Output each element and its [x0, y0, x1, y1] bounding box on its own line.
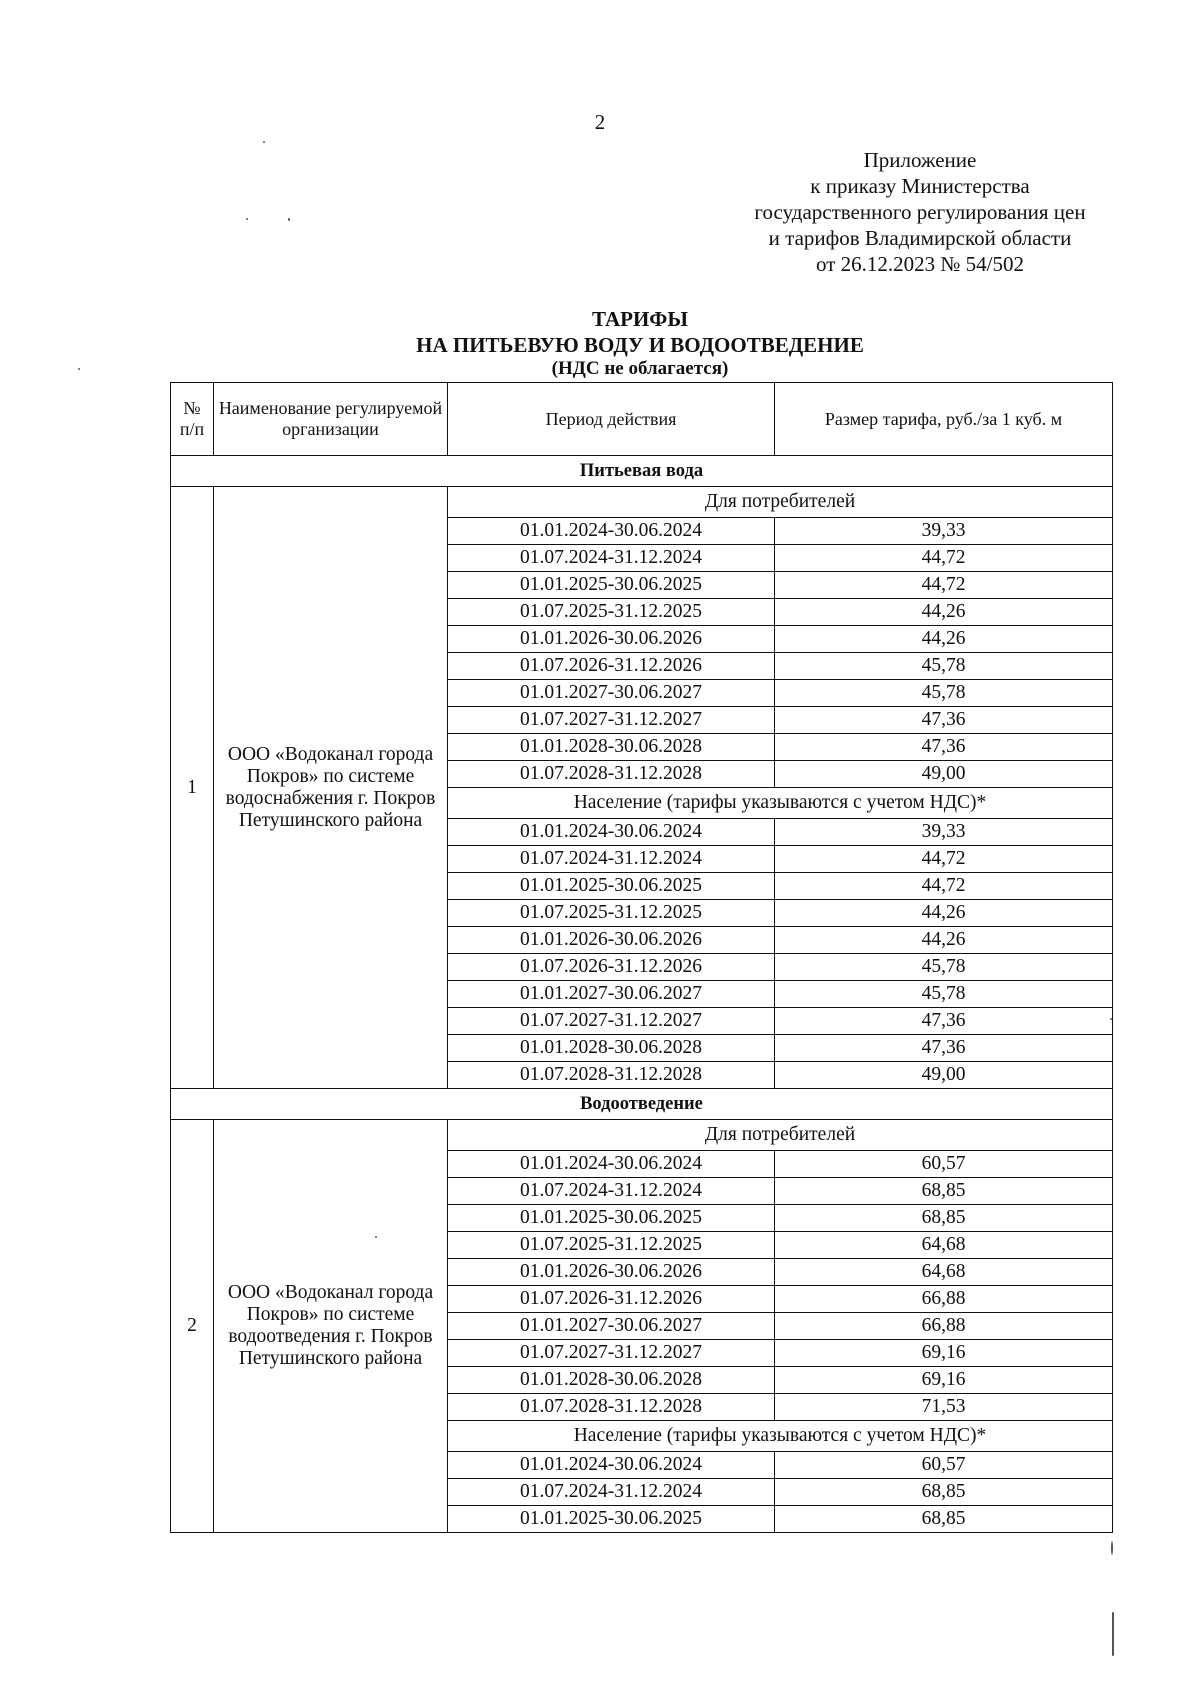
category-row — [171, 1120, 1113, 1151]
period-cell: 01.07.2026-31.12.2026 — [448, 954, 775, 981]
appendix-line: и тарифов Владимирской области — [768, 226, 1072, 250]
period-cell: 01.07.2028-31.12.2028 — [448, 761, 775, 788]
category-label: Население (тарифы указываются с учетом НДС)* — [448, 788, 1113, 819]
document-title: ТАРИФЫ — [592, 307, 688, 331]
period-cell: 01.01.2027-30.06.2027 — [448, 680, 775, 707]
category-label: Для потребителей — [448, 1120, 1113, 1151]
row-number: 1 — [171, 487, 214, 1089]
category-label: Для потребителей — [448, 487, 1113, 518]
period-cell: 01.07.2025-31.12.2025 — [448, 599, 775, 626]
appendix-line: Приложение — [863, 148, 977, 172]
appendix-line: к приказу Министерства — [810, 174, 1030, 198]
header-org: Наименование регулируемой организации — [214, 383, 448, 456]
header-period: Период действия — [448, 383, 775, 456]
tariff-value-cell: 47,36 — [775, 1008, 1113, 1035]
tariff-value-cell: 47,36 — [775, 1035, 1113, 1062]
period-cell: 01.01.2028-30.06.2028 — [448, 1367, 775, 1394]
period-cell: 01.07.2025-31.12.2025 — [448, 1232, 775, 1259]
tariff-value-cell: 60,57 — [775, 1452, 1113, 1479]
period-cell: 01.07.2024-31.12.2024 — [448, 846, 775, 873]
scan-speck — [246, 218, 248, 220]
period-cell: 01.07.2026-31.12.2026 — [448, 653, 775, 680]
tariff-value-cell: 68,85 — [775, 1205, 1113, 1232]
section-row — [171, 1089, 1113, 1120]
tariff-value-cell: 44,72 — [775, 545, 1113, 572]
period-cell: 01.07.2025-31.12.2025 — [448, 900, 775, 927]
section-title: Питьевая вода — [171, 456, 1113, 487]
period-cell: 01.01.2027-30.06.2027 — [448, 981, 775, 1008]
tariff-value-cell: 68,85 — [775, 1178, 1113, 1205]
period-cell: 01.07.2024-31.12.2024 — [448, 545, 775, 572]
period-cell: 01.01.2028-30.06.2028 — [448, 1035, 775, 1062]
period-cell: 01.01.2026-30.06.2026 — [448, 626, 775, 653]
period-cell: 01.01.2026-30.06.2026 — [448, 927, 775, 954]
scan-speck — [288, 218, 290, 221]
period-cell: 01.01.2025-30.06.2025 — [448, 1205, 775, 1232]
tariff-value-cell: 44,26 — [775, 626, 1113, 653]
appendix-line: от 26.12.2023 № 54/502 — [815, 252, 1025, 276]
scan-speck — [1110, 1018, 1112, 1020]
tariff-value-cell: 49,00 — [775, 1062, 1113, 1089]
period-cell: 01.01.2024-30.06.2024 — [448, 819, 775, 846]
page-number: 2 — [594, 110, 606, 134]
header-tariff: Размер тарифа, руб./за 1 куб. м — [775, 383, 1113, 456]
period-cell: 01.07.2024-31.12.2024 — [448, 1479, 775, 1506]
period-cell: 01.07.2026-31.12.2026 — [448, 1286, 775, 1313]
period-cell: 01.01.2028-30.06.2028 — [448, 734, 775, 761]
tariff-value-cell: 45,78 — [775, 680, 1113, 707]
tariff-value-cell: 44,72 — [775, 846, 1113, 873]
appendix-block — [700, 147, 1140, 277]
scan-speck — [263, 141, 265, 143]
tariff-value-cell: 69,16 — [775, 1367, 1113, 1394]
tariff-value-cell: 66,88 — [775, 1286, 1113, 1313]
period-cell: 01.01.2024-30.06.2024 — [448, 518, 775, 545]
tariff-value-cell: 66,88 — [775, 1313, 1113, 1340]
scan-speck — [1112, 1612, 1114, 1656]
scan-speck — [375, 1236, 377, 1238]
row-number: 2 — [171, 1120, 214, 1533]
tariff-value-cell: 44,26 — [775, 599, 1113, 626]
scan-speck — [1111, 1541, 1113, 1555]
period-cell: 01.07.2028-31.12.2028 — [448, 1394, 775, 1421]
tariff-value-cell: 39,33 — [775, 819, 1113, 846]
category-row — [171, 487, 1113, 518]
tariff-value-cell: 44,26 — [775, 900, 1113, 927]
tariff-value-cell: 44,72 — [775, 873, 1113, 900]
period-cell: 01.07.2024-31.12.2024 — [448, 1178, 775, 1205]
tariff-value-cell: 47,36 — [775, 734, 1113, 761]
vat-note: (НДС не облагается) — [551, 358, 729, 379]
header-num: № п/п — [171, 383, 214, 456]
period-cell: 01.07.2027-31.12.2027 — [448, 1008, 775, 1035]
tariff-value-cell: 49,00 — [775, 761, 1113, 788]
tariff-value-cell: 39,33 — [775, 518, 1113, 545]
organization-name: ООО «Водоканал города Покров» по системе водоснабжения г. Покров Петушинского района — [214, 487, 448, 1089]
appendix-line: государственного регулирования цен — [754, 200, 1086, 224]
tariff-value-cell: 71,53 — [775, 1394, 1113, 1421]
period-cell: 01.01.2027-30.06.2027 — [448, 1313, 775, 1340]
tariff-value-cell: 60,57 — [775, 1151, 1113, 1178]
tariff-value-cell: 45,78 — [775, 653, 1113, 680]
tariff-value-cell: 64,68 — [775, 1259, 1113, 1286]
organization-name: ООО «Водоканал города Покров» по системе водоотведения г. Покров Петушинского района — [214, 1120, 448, 1533]
period-cell: 01.01.2025-30.06.2025 — [448, 572, 775, 599]
period-cell: 01.07.2027-31.12.2027 — [448, 1340, 775, 1367]
period-cell: 01.07.2027-31.12.2027 — [448, 707, 775, 734]
period-cell: 01.01.2025-30.06.2025 — [448, 1506, 775, 1533]
section-title: Водоотведение — [171, 1089, 1113, 1120]
period-cell: 01.01.2025-30.06.2025 — [448, 873, 775, 900]
tariff-value-cell: 64,68 — [775, 1232, 1113, 1259]
tariff-value-cell: 45,78 — [775, 954, 1113, 981]
period-cell: 01.01.2026-30.06.2026 — [448, 1259, 775, 1286]
tariff-value-cell: 47,36 — [775, 707, 1113, 734]
category-label: Население (тарифы указываются с учетом НДС)* — [448, 1421, 1113, 1452]
scan-speck — [78, 368, 80, 370]
section-row — [171, 456, 1113, 487]
tariff-table — [170, 382, 1113, 1533]
tariff-value-cell: 44,72 — [775, 572, 1113, 599]
table-header-row — [171, 383, 1113, 456]
period-cell: 01.07.2028-31.12.2028 — [448, 1062, 775, 1089]
tariff-value-cell: 45,78 — [775, 981, 1113, 1008]
tariff-value-cell: 68,85 — [775, 1506, 1113, 1533]
tariff-value-cell: 68,85 — [775, 1479, 1113, 1506]
period-cell: 01.01.2024-30.06.2024 — [448, 1151, 775, 1178]
document-subtitle: НА ПИТЬЕВУЮ ВОДУ И ВОДООТВЕДЕНИЕ — [416, 333, 864, 357]
tariff-value-cell: 44,26 — [775, 927, 1113, 954]
tariff-value-cell: 69,16 — [775, 1340, 1113, 1367]
period-cell: 01.01.2024-30.06.2024 — [448, 1452, 775, 1479]
